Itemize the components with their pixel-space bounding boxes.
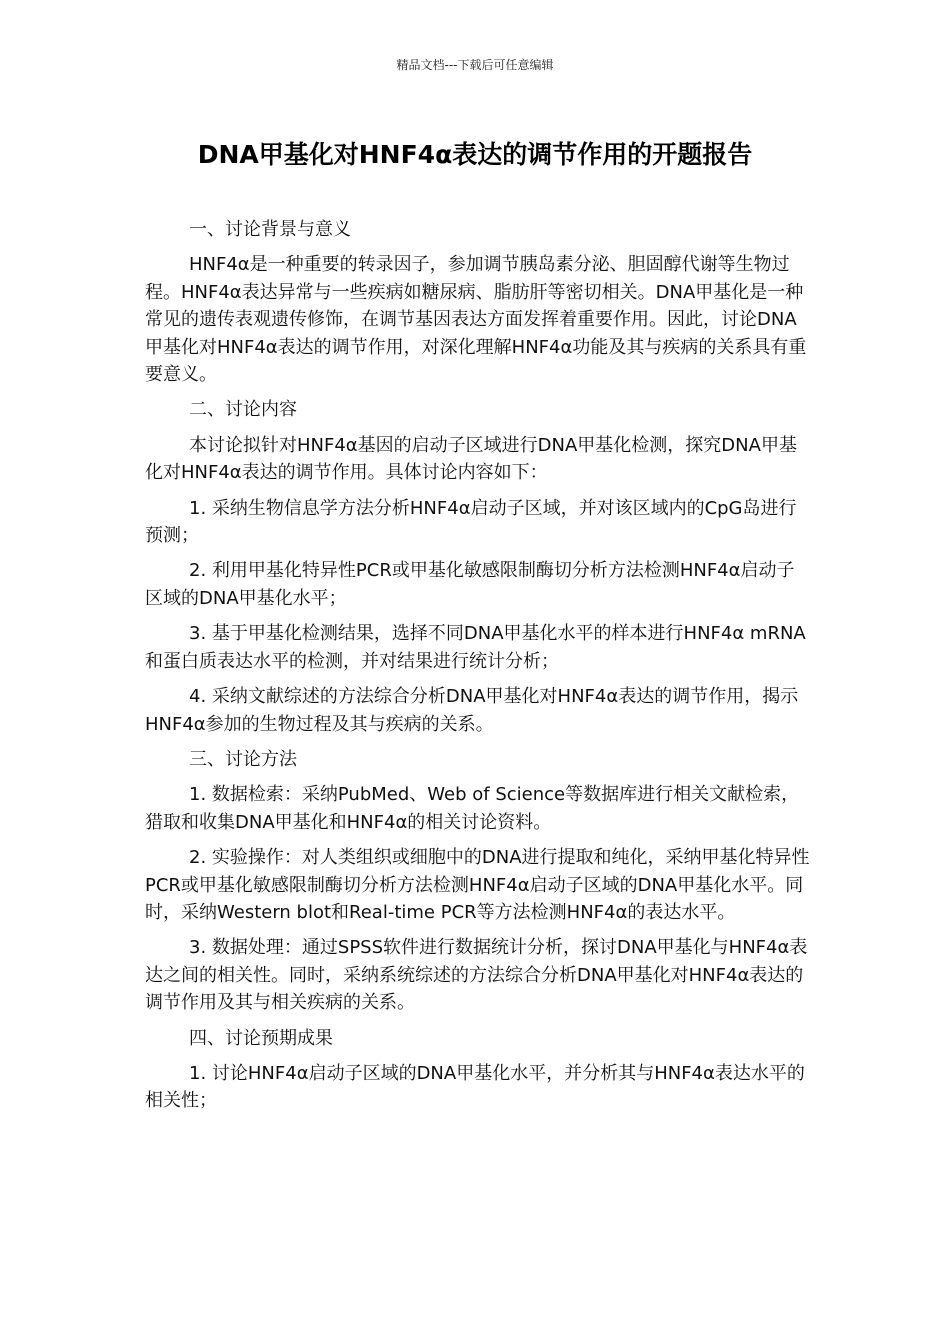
section-heading-outcomes: 四、讨论预期成果 [189,1027,333,1049]
outcome-item-1: 1. 讨论HNF4α启动子区域的DNA甲基化水平，并分析其与HNF4α表达水平的相关性； [145,1062,805,1112]
method-item-1: 1. 数据检索：采纳PubMed、Web of Science等数据库进行相关文献检索，猎取和收集DNA甲基化和HNF4α的相关讨论资料。 [145,784,800,833]
paragraph-content-intro: 本讨论拟针对HNF4α基因的启动子区域进行DNA甲基化检测，探究DNA甲基化对HNF4α表达的调节作用。具体讨论内容如下： [145,434,797,484]
paragraph-background: HNF4α是一种重要的转录因子，参加调节胰岛素分泌、胆固醇代谢等生物过程。HNF4α表达异常与一些疾病如糖尿病、脂肪肝等密切相关。DNA甲基化是一种常见的遗传表观遗传修饰，在调节基因表达方面发挥着重要作用。因此，讨论DNA甲基化对HNF4α表达的调节作用，对深化理解HNF4α功能及其与疾病的关系具有重要意义。 [145,254,807,386]
section-heading-background: 一、讨论背景与意义 [189,219,351,240]
method-item-2: 2. 实验操作：对人类组织或细胞中的DNA进行提取和纯化，采纳甲基化特异性PCR或甲基化敏感限制酶切分析方法检测HNF4α启动子区域的DNA甲基化水平。同时，采纳Western blot和Real-time PCR等方法检测HNF4α的表达水平。 [145,847,810,923]
content-item-1: 1. 采纳生物信息学方法分析HNF4α启动子区域，并对该区域内的CpG岛进行预测； [145,497,797,547]
content-item-4: 4. 采纳文献综述的方法综合分析DNA甲基化对HNF4α表达的调节作用，揭示HNF4α参加的生物过程及其与疾病的关系。 [145,686,799,735]
document-body [145,216,810,1123]
document-title: DNA甲基化对HNF4α表达的调节作用的开题报告 [197,140,753,169]
content-item-3: 3. 基于甲基化检测结果，选择不同DNA甲基化水平的样本进行HNF4α mRNA和蛋白质表达水平的检测，并对结果进行统计分析； [145,623,806,672]
section-heading-content: 二、讨论内容 [189,399,297,421]
content-item-2: 2. 利用甲基化特异性PCR或甲基化敏感限制酶切分析方法检测HNF4α启动子区域的DNA甲基化水平； [145,560,795,609]
section-heading-methods: 三、讨论方法 [189,748,297,770]
method-item-3: 3. 数据处理：通过SPSS软件进行数据统计分析，探讨DNA甲基化与HNF4α表达之间的相关性。同时，采纳系统综述的方法综合分析DNA甲基化对HNF4α表达的调节作用及其与相关疾病的关系。 [145,937,808,1014]
header-note: 精品文档---下载后可任意编辑 [396,58,554,72]
